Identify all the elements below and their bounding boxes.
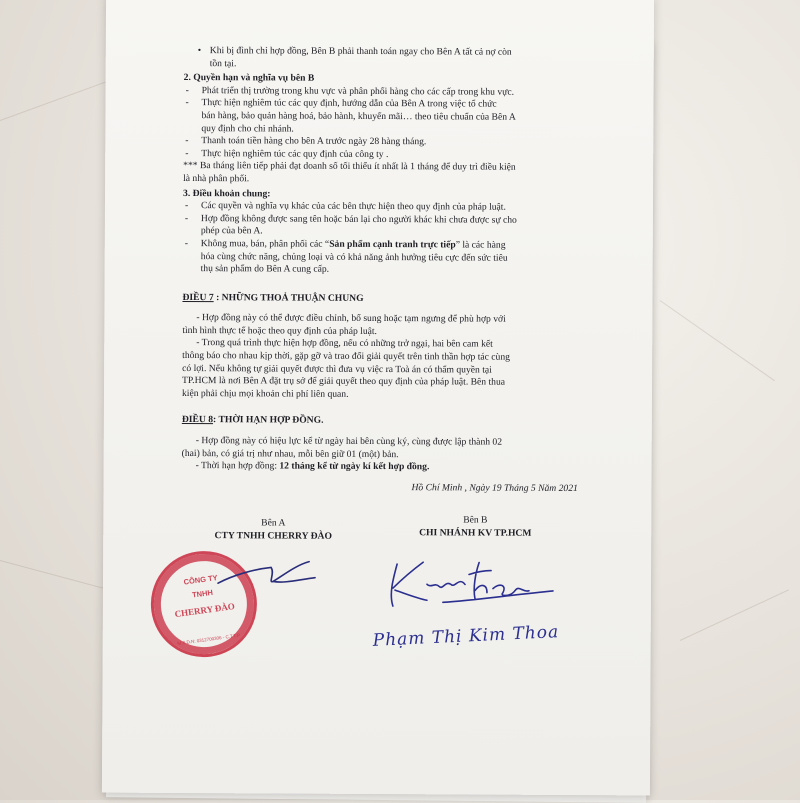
marble-vein — [680, 589, 789, 641]
paragraph-line: thông báo cho nhau kịp thời, gặp gỡ và trao đổi giải quyết trên tinh thần hợp tác cùng — [182, 350, 510, 363]
party-b-signature-icon — [383, 554, 563, 615]
party-a-block — [173, 517, 373, 543]
paragraph-line: có lợi. Nếu không tự giải quyết được thì đưa vụ việc ra Toà án có thẩm quyền tại — [182, 362, 492, 376]
article-8-heading: ĐIỀU 8: THỜI HẠN HỢP ĐỒNG. — [181, 414, 324, 427]
paragraph-line: - Hợp đồng này có hiệu lực kể từ ngày hai bên cùng ký, cùng được lập thành 02 — [195, 435, 503, 448]
stamp-ring-text: M.S.D.N: 0312700306 - C.T.T.P — [177, 632, 241, 646]
list-item: - Thanh toán tiền hàng cho bên A trước ngày 28 hàng tháng. — [183, 135, 603, 150]
party-a-label: Bên A — [261, 517, 286, 529]
paragraph-line: - Hợp đồng này có thể được điều chỉnh, bổ sung hoặc tạm ngưng để phù hợp với — [196, 312, 506, 325]
list-item-cont: thụ sản phẩm do Bên A cung cấp. — [200, 263, 330, 275]
stamp-name-text: CHERRY ĐÀO — [173, 601, 236, 620]
bullet-item-cont: tồn tại. — [209, 57, 237, 69]
contract-page — [102, 0, 654, 795]
note-line: *** Ba tháng liên tiếp phải đạt doanh số tối thiểu ít nhất là 1 tháng để duy trì điều kiện — [183, 160, 516, 174]
party-a-company: CTY TNHH CHERRY ĐÀO — [214, 529, 332, 542]
list-item: - Hợp đồng không được sang tên hoặc bán lại cho người khác khi chưa được sự cho — [183, 213, 603, 228]
list-item-cont: quy định cho chi nhánh. — [201, 122, 294, 135]
date-line: Hồ Chí Minh , Ngày 19 Tháng 5 Năm 2021 — [411, 481, 578, 494]
paragraph-line: tình hình thực tế hoặc theo quy định của pháp luật. — [182, 324, 377, 337]
paragraph-line: - Trong quá trình thực hiện hợp đồng, nếu có những trở ngại, hai bên cam kết — [196, 337, 493, 351]
party-a-signature-icon — [213, 553, 323, 604]
stamp-top-text: CÔNG TY — [183, 573, 219, 587]
stamp-mid-text: TNHH — [191, 587, 214, 600]
marble-vein — [0, 79, 113, 121]
list-item: - Phát triển thị trường trong khu vực và phân phối hàng cho các cấp trong khu vực. — [184, 85, 604, 100]
party-b-label: Bên B — [463, 514, 488, 526]
paragraph-line: kiện phải chịu mọi khoản chi phí liên quan. — [181, 387, 349, 400]
contract-content — [181, 45, 603, 496]
party-b-handwritten-name: Phạm Thị Kim Thoa — [372, 622, 560, 651]
bullet-item: • Khi bị đình chỉ hợp đồng, Bên B phải thanh toán ngay cho Bên A tất cả nợ còn — [184, 45, 604, 60]
section-3-heading: 3. Điều khoản chung: — [183, 187, 271, 199]
list-item-cont: hóa cùng chức năng, chủng loại và có khả năng ảnh hưởng tiêu cực đến sức tiêu — [200, 250, 508, 264]
list-item: - Các quyền và nghĩa vụ khác của các bên thực hiện theo quy định của pháp luật. — [183, 200, 603, 215]
list-item: - Thực hiện nghiêm túc các quy định, hướng dẫn của Bên A trong việc tổ chức — [183, 97, 603, 112]
paragraph-line: (hai) bản, có giá trị như nhau, mỗi bên giữ 01 (một) bản. — [181, 447, 399, 460]
list-item: - Không mua, bán, phân phối các “Sản phẩm cạnh tranh trực tiếp” là các hàng — [183, 238, 603, 253]
party-b-company: CHI NHÁNH KV TP.HCM — [419, 526, 532, 539]
list-item: - Thực hiện nghiêm túc các quy định của công ty . — [183, 148, 603, 163]
party-b-block — [365, 514, 585, 540]
section-2-heading: 2. Quyền hạn và nghĩa vụ bên B — [183, 72, 315, 84]
list-item-cont: bán hàng, bảo quản hàng hoá, bảo hành, khuyến mãi… theo tiêu chuẩn của Bên A — [201, 110, 516, 123]
marble-vein — [0, 560, 106, 589]
note-line: là nhà phân phối. — [183, 172, 250, 185]
list-item-cont: phép của bên A. — [200, 225, 263, 237]
article-7-heading: ĐIỀU 7 : NHỮNG THOẢ THUẬN CHUNG — [182, 291, 364, 304]
paragraph-line: TP.HCM là nơi Bên A đặt trụ sở để giải quyết theo quy định của pháp luật. Bên thua — [182, 375, 506, 388]
marble-vein — [660, 300, 775, 381]
paragraph-line: - Thời hạn hợp đồng: 12 tháng kể từ ngày kí kết hợp đồng. — [195, 460, 430, 473]
